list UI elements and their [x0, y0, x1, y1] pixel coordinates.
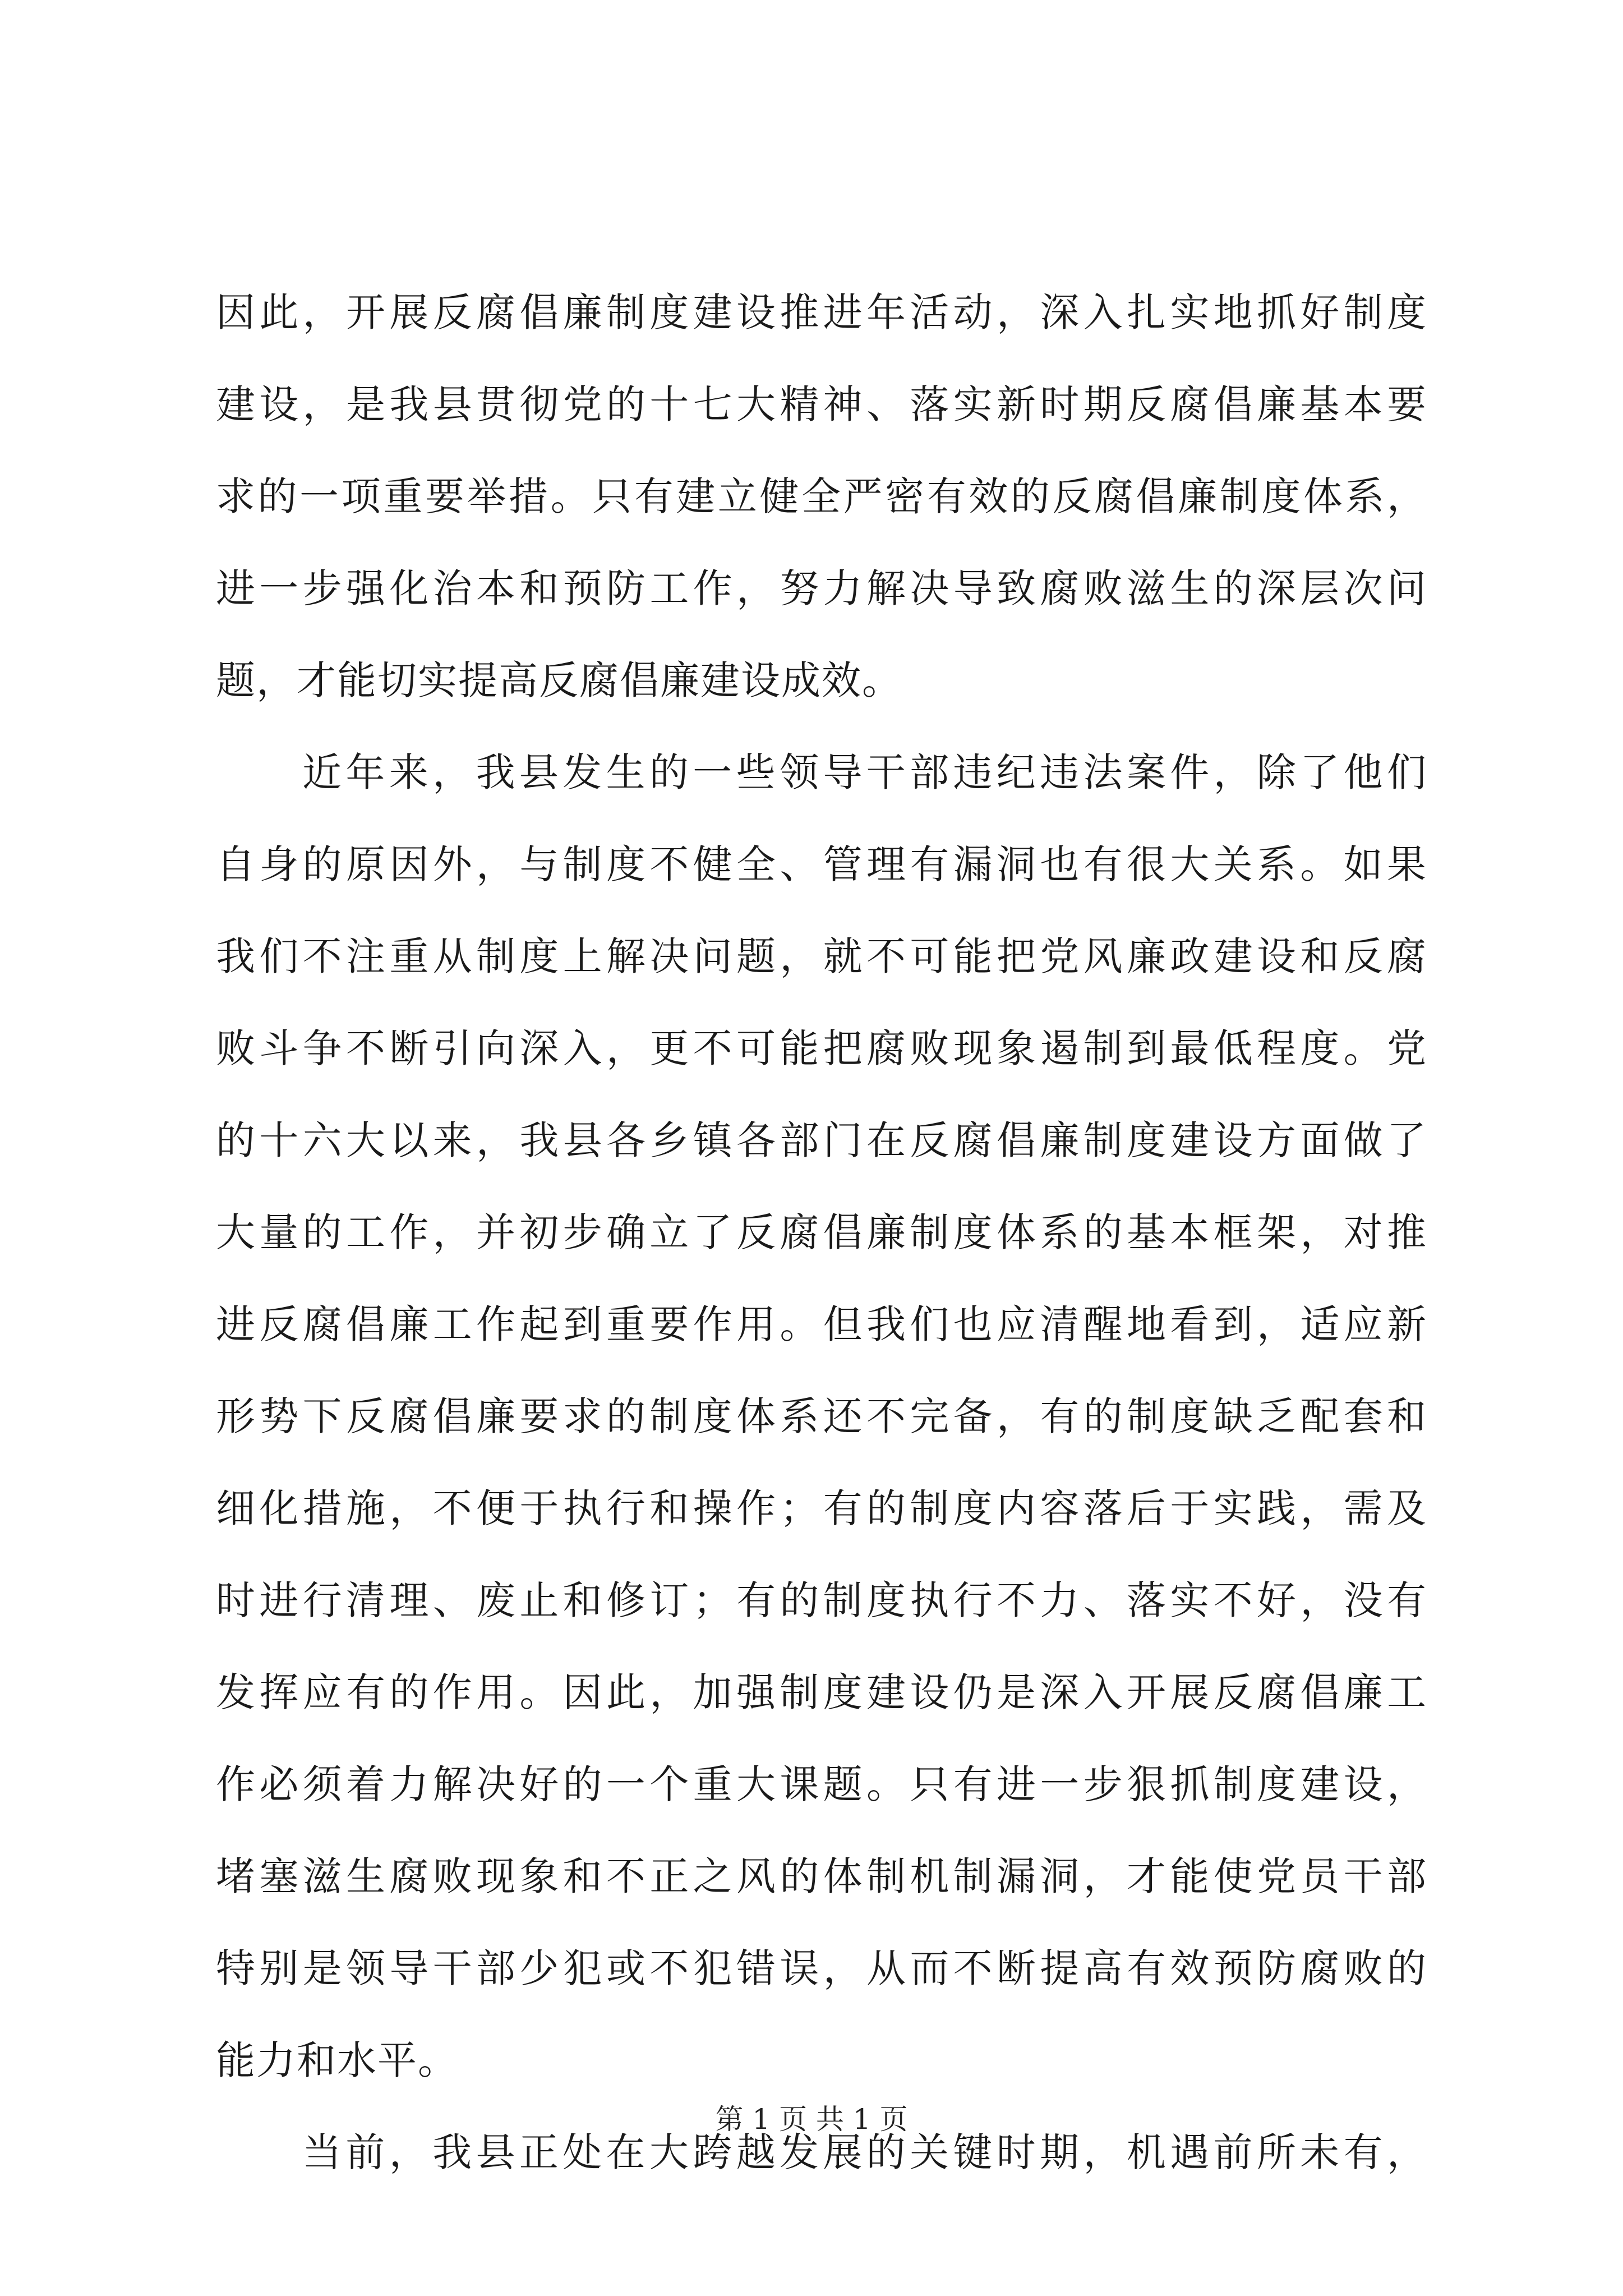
text-line: 作必须着力解决好的一个重大课题。只有进一步狠抓制度建设， — [216, 1761, 1427, 1807]
text-line: 形势下反腐倡廉要求的制度体系还不完备，有的制度缺乏配套和 — [216, 1393, 1427, 1439]
document-body — [216, 266, 1427, 2198]
text-line: 近年来，我县发生的一些领导干部违纪违法案件，除了他们 — [302, 749, 1427, 795]
page-footer: 第 1 页 共 1 页 — [715, 2103, 908, 2136]
text-line: 特别是领导干部少犯或不犯错误，从而不断提高有效预防腐败的 — [216, 1945, 1427, 1991]
text-line: 当前，我县正处在大跨越发展的关键时期，机遇前所未有， — [302, 2129, 1427, 2175]
text-line: 堵塞滋生腐败现象和不正之风的体制机制漏洞，才能使党员干部 — [216, 1853, 1427, 1899]
text-line: 求的一项重要举措。只有建立健全严密有效的反腐倡廉制度体系， — [216, 473, 1427, 519]
text-line: 进一步强化治本和预防工作，努力解决导致腐败滋生的深层次问 — [216, 565, 1427, 611]
text-line: 能力和水平。 — [216, 2037, 458, 2083]
text-line: 发挥应有的作用。因此，加强制度建设仍是深入开展反腐倡廉工 — [216, 1669, 1427, 1715]
text-line: 建设，是我县贯彻党的十七大精神、落实新时期反腐倡廉基本要 — [216, 381, 1427, 427]
text-line: 时进行清理、废止和修订；有的制度执行不力、落实不好，没有 — [216, 1577, 1427, 1623]
text-line: 败斗争不断引向深入，更不可能把腐败现象遏制到最低程度。党 — [216, 1025, 1427, 1071]
text-line: 细化措施，不便于执行和操作；有的制度内容落后于实践，需及 — [216, 1485, 1427, 1531]
text-line: 的十六大以来，我县各乡镇各部门在反腐倡廉制度建设方面做了 — [216, 1117, 1427, 1163]
text-line: 因此，开展反腐倡廉制度建设推进年活动，深入扎实地抓好制度 — [216, 289, 1427, 335]
text-line: 题，才能切实提高反腐倡廉建设成效。 — [216, 657, 902, 703]
text-line: 自身的原因外，与制度不健全、管理有漏洞也有很大关系。如果 — [216, 841, 1427, 887]
text-line: 进反腐倡廉工作起到重要作用。但我们也应清醒地看到，适应新 — [216, 1301, 1427, 1347]
text-line: 我们不注重从制度上解决问题，就不可能把党风廉政建设和反腐 — [216, 933, 1427, 979]
text-line: 大量的工作，并初步确立了反腐倡廉制度体系的基本框架，对推 — [216, 1209, 1427, 1255]
